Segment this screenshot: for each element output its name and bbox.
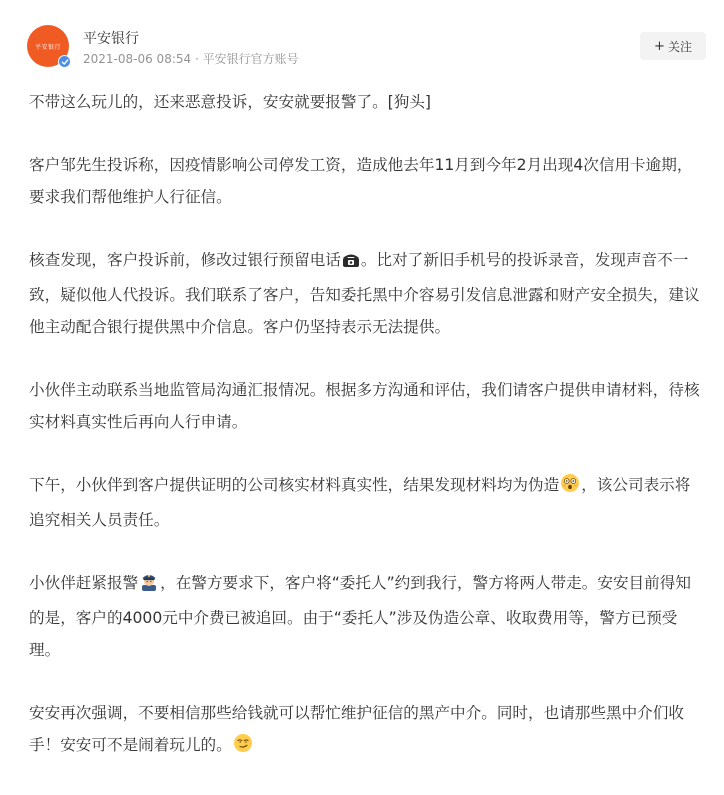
paragraph-text: 安安再次强调，不要相信那些给钱就可以帮忙维护征信的黑产中介。同时，也请那些黑中介们收手！安安可不是闹着玩儿的。 [29, 704, 684, 754]
post-paragraph-5 [29, 469, 701, 536]
paragraph-text: 核查发现，客户投诉前，修改过银行预留电话 [29, 251, 341, 269]
post-paragraph-1 [29, 86, 701, 118]
paragraph-text: 下午，小伙伴到客户提供证明的公司核实材料真实性，结果发现材料均为伪造 [29, 476, 560, 494]
author-name[interactable]: 平安银行 [83, 31, 139, 47]
post-paragraph-6 [29, 567, 701, 666]
smirk-face-emoji-icon [233, 732, 253, 764]
paragraph-text: ，在警方要求下，客户将“委托人”约到我行，警方将两人带走。安安目前得知的是，客户的4000元中介费已被追回。由于“委托人”涉及伪造公章、收取费用等，警方已预受理。 [29, 574, 691, 659]
verified-badge-icon [58, 55, 71, 68]
post-meta: 2021-08-06 08:54 · 平安银行官方账号 [83, 52, 299, 66]
follow-label: 关注 [667, 39, 692, 54]
post-paragraph-2 [29, 149, 701, 213]
police-officer-emoji-icon [139, 570, 159, 602]
paragraph-text: 客户邹先生投诉称，因疫情影响公司停发工资，造成他去年11月到今年2月出现4次信用卡逾期，要求我们帮他维护人行征信。 [29, 156, 693, 206]
avatar-logo-text: 平安银行 [34, 43, 61, 51]
post-header [27, 25, 706, 71]
paragraph-text: 。比对了新旧手机号的投诉录音，发现声音不一致，疑似他人代投诉。我们联系了客户，告知委托黑中介容易引发信息泄露和财产安全损失，建议他主动配合银行提供黑中介信息。客户仍坚持表示无法提供。 [29, 251, 700, 336]
paragraph-text: ，该公司表示将追究相关人员责任。 [29, 476, 691, 529]
post-paragraph-4 [29, 374, 701, 438]
paragraph-text: 小伙伴赶紧报警 [29, 574, 139, 592]
shocked-face-emoji-icon [560, 472, 580, 504]
paragraph-text: 不带这么玩儿的，还来恶意投诉，安安就要报警了。[狗头] [29, 93, 432, 111]
telephone-emoji-icon [342, 247, 360, 279]
plus-icon: + [654, 38, 665, 54]
follow-button[interactable] [640, 32, 706, 60]
post-content [29, 86, 701, 795]
paragraph-text: 小伙伴主动联系当地监管局沟通汇报情况。根据多方沟通和评估，我们请客户提供申请材料，待核实材料真实性后再向人行申请。 [29, 381, 700, 431]
post-paragraph-7 [29, 697, 701, 764]
post-paragraph-3 [29, 244, 701, 343]
